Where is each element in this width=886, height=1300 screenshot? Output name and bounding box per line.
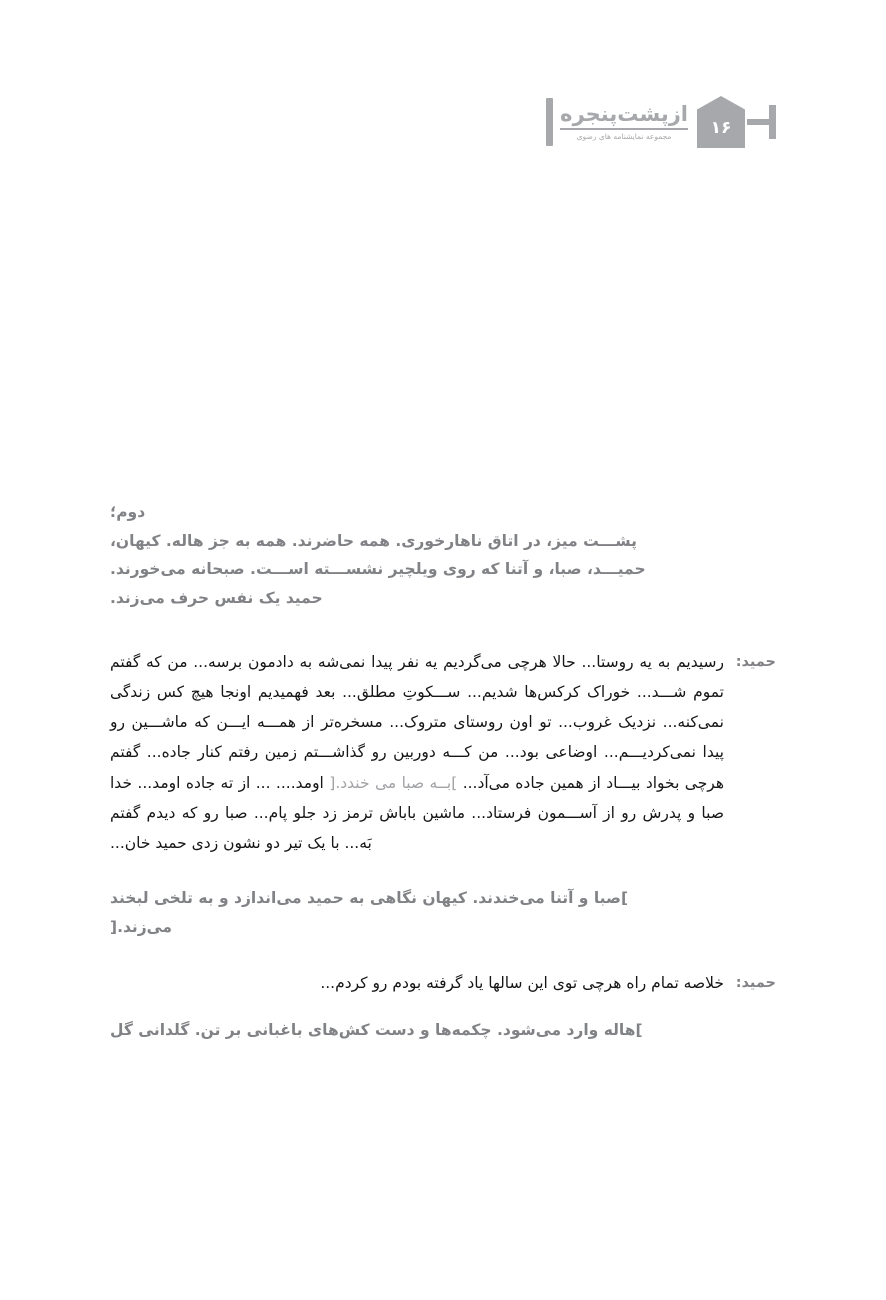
dialogue-text: خلاصه تمام راه هرچی توی این سالها یاد گرفته بودم رو کردم... bbox=[320, 973, 724, 992]
stage-line: ]هاله وارد می‌شود. چکمه‌ها و دست کش‌های باغبانی بر تن. گلدانی گل bbox=[110, 1020, 643, 1039]
logo-title: ازپشت‌پنجره bbox=[560, 101, 688, 126]
inline-stage-direction: ]بــه صبا می خندد.[ bbox=[329, 773, 458, 792]
page-content bbox=[110, 498, 776, 1044]
spacer bbox=[110, 858, 776, 884]
stage-direction-closing bbox=[110, 1016, 776, 1045]
spacer bbox=[110, 942, 776, 968]
issue-number-badge bbox=[697, 96, 745, 148]
logo-left-bar bbox=[546, 98, 553, 146]
spacer bbox=[110, 998, 776, 1016]
scene-heading-block bbox=[110, 498, 776, 527]
logo-textbox bbox=[553, 98, 695, 146]
stage-line: حمیـــد، صبا، و آتنا که روی ویلچیر نشســـته اســـت. صبحانه می‌خورند. bbox=[110, 560, 646, 579]
logo-right-bar bbox=[769, 105, 776, 139]
dialogue-text bbox=[110, 647, 724, 859]
logo-connector-bar bbox=[747, 119, 769, 125]
logo-subtitle: مجموعه نمایشنامه های رضوی bbox=[576, 132, 672, 142]
stage-line: پشـــت میز، در اتاق ناهارخوری. همه حاضرند. همه به جز هاله. کیهان، bbox=[110, 531, 637, 550]
dialogue-block-1 bbox=[110, 647, 776, 859]
speaker-name: حمید: bbox=[735, 653, 776, 670]
speaker-name: حمید: bbox=[735, 974, 776, 991]
series-logo bbox=[542, 96, 776, 148]
logo-divider bbox=[560, 128, 688, 130]
page-header bbox=[542, 92, 776, 152]
dialogue-block-2 bbox=[110, 968, 776, 998]
stage-line: می‌زند.[ bbox=[110, 917, 172, 936]
stage-direction-middle bbox=[110, 884, 776, 941]
stage-line: ]صبا و آتنا می‌خندند. کیهان نگاهی به حمید می‌اندازد و به تلخی لبخند bbox=[110, 889, 629, 908]
spacer bbox=[110, 613, 776, 647]
stage-line: حمید یک نفس حرف می‌زند. bbox=[110, 589, 323, 608]
dialogue-part-before: رسیدیم به یه روستا... حالا هرچی می‌گردیم یه نفر پیدا نمی‌شه به دادمون برسه... من که گفتم تموم شـــد... خوراک کرکس‌ها شدیم... ســـکوتِ مطلق... بعد فهمیدیم اونجا هیچ کس زندگی نمی‌کنه... نزدیک غروب... تو اون روستای متروک... مسخره‌تر از همـــه ایـــن که ماشـــین رو پیدا نمی‌کردیـــم... اوضاعی بود... من کـــه دوربین رو گذاشـــتم زمین رفتم کنار جاده... گفتم هرچی بخواد بیـــاد از همین جاده می‌آد... bbox=[110, 652, 724, 792]
dialogue-part-after: اومد.... ... از ته جاده اومد... خدا صبا و پدرش رو از آســـمون فرستاد... ماشین باباش ترمز زد جلو پام... صبا رو که دیدم گفتم بَه... با یک تیر دو نشون زدی حمید خان... bbox=[110, 773, 724, 852]
scene-heading: دوم؛ bbox=[110, 503, 146, 521]
badge-number: ۱۶ bbox=[710, 118, 732, 138]
stage-direction-opening bbox=[110, 527, 776, 613]
